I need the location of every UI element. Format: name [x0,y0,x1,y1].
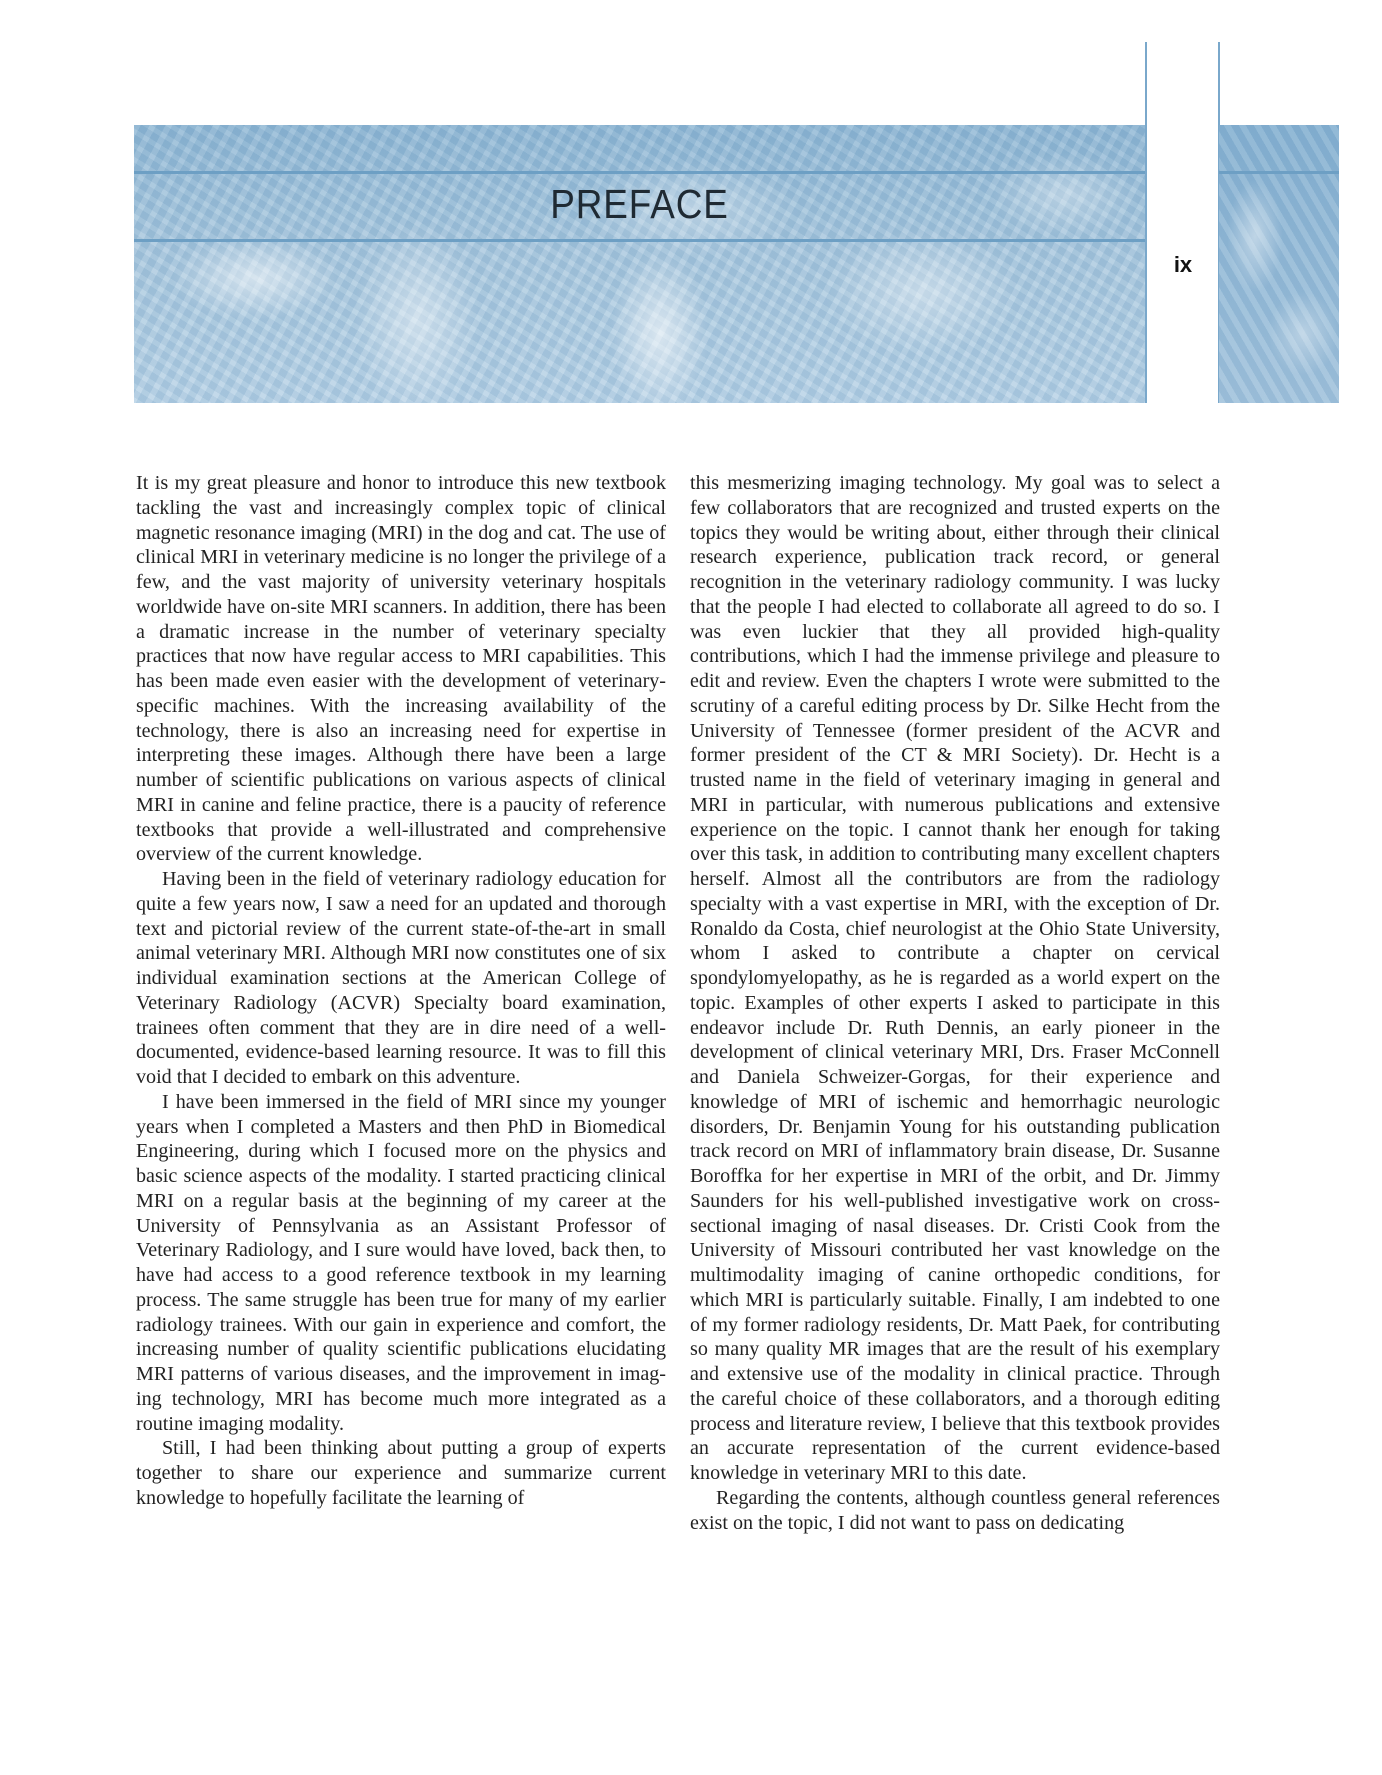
left-column [136,471,666,1511]
tab-rule [1219,171,1339,174]
right-column [690,471,1220,1535]
page-title: PREFACE [550,181,729,227]
paragraph: this mesmerizing imaging technology. My goal was to select a few collaborators that are recognized and trusted experts on the topics they would be writing about, either through their clinical research experience, publication track record, or general recognition in the veterinary radiology community. I was lucky that the people I had elected to collaborate all agreed to do so. I was even luckier that they all provided high-quality contributions, which I had the immense privilege and pleasure to edit and review. Even the chapters I wrote were submitted to the scrutiny of a careful editing process by Dr. Silke Hecht from the University of Tennessee (former president of the ACVR and former president of the CT & MRI Society). Dr. Hecht is a trusted name in the field of veterinary imaging in general and MRI in particular, with numerous publications and extensive experience on the topic. I cannot thank her enough for taking over this task, in addition to contributing many excellent chapters herself. Almost all the contributors are from the radiology specialty with a vast expertise in MRI, with the exception of Dr. Ronaldo da Costa, chief neurologist at the Ohio State University, whom I asked to contribute a chapter on cervical spondylomyelopathy, as he is regarded as a world expert on the topic. Examples of other experts I asked to participate in this endeavor include Dr. Ruth Dennis, an early pioneer in the development of clinical veterinary MRI, Drs. Fraser McConnell and Daniela Schweizer-Gorgas, for their experience and knowledge of MRI of ischemic and hemorrhagic neurologic disorders, Dr. Benjamin Young for his outstanding publication track record on MRI of inflammatory brain disease, Dr. Susanne Boroffka for her expertise in MRI of the orbit, and Dr. Jimmy Saunders for his well-published investigative work on cross-sectional imaging of nasal diseases. Dr. Cristi Cook from the University of Missouri contributed her vast knowledge on the multimodality imaging of canine orthopedic conditions, for which MRI is particularly suitable. Finally, I am indebted to one of my former radiology residents, Dr. Matt Paek, for contributing so many quality MR images that are the result of his exemplary and extensive use of the modality in clinical practice. Through the careful choice of these collaborators, and a thorough editing process and literature review, I believe that this textbook provides an accurate representation of the current evidence-based knowledge in veterinary MRI to this date. [690,472,1220,1484]
guide-line-left [1145,42,1147,403]
paragraph: It is my great pleasure and honor to introduce this new textbook tackling the vast and increasingly complex topic of clinical magnetic resonance imaging (MRI) in the dog and cat. The use of clinical MRI in veterinary medicine is no longer the privilege of a few, and the vast majority of university veterinary hospitals worldwide have on-site MRI scanners. In addition, there has been a dramatic increase in the number of veterinary specialty practices that now have regular access to MRI capabilities. This has been made even easier with the development of veterinary-specific machines. With the increasing availability of the technology, there is also an increasing need for expertise in interpreting these images. Although there have been a large number of scientific publications on various aspects of clinical MRI in canine and feline practice, there is a paucity of reference textbooks that provide a well-illustrated and comprehensive overview of the current knowledge. [136,472,666,866]
page-tab [1219,125,1339,403]
paragraph: Still, I had been thinking about putting a group of experts together to share our experience and summarize current knowledge to hopefully facilitate the learning of [136,1437,666,1509]
paragraph: I have been immersed in the field of MRI since my younger years when I completed a Masters and then PhD in Biomedical Engineering, during which I focused more on the physics and basic science aspects of the modality. I started practicing clinical MRI on a regular basis at the beginning of my career at the University of Pennsylvania as an Assistant Professor of Veterinary Radiology, and I sure would have loved, back then, to have had access to a good reference textbook in my learning process. The same struggle has been true for many of my earlier radiology trainees. With our gain in experience and comfort, the increasing number of quality scientific publications elucidating MRI patterns of various diseases, and the improvement in imaging technology, MRI has become much more integrated as a routine imaging modality. [136,1090,666,1435]
header-banner [134,125,1145,403]
paragraph: Having been in the field of veterinary radiology education for quite a few years now, I saw a need for an updated and thorough text and pictorial review of the current state-of-the-art in small animal veterinary MRI. Although MRI now constitutes one of six individual examination sections at the American College of Veterinary Radiology (ACVR) Specialty board examination, trainees often comment that they are in dire need of a well-documented, evidence-based learning resource. It was to fill this void that I decided to embark on this adventure. [136,868,666,1088]
banner-rule-top [134,171,1145,174]
page-number: ix [1173,252,1193,277]
banner-rule-bottom [134,239,1145,242]
paragraph: Regarding the contents, although countless general references exist on the topic, I did not want to pass on dedicating [690,1486,1220,1534]
